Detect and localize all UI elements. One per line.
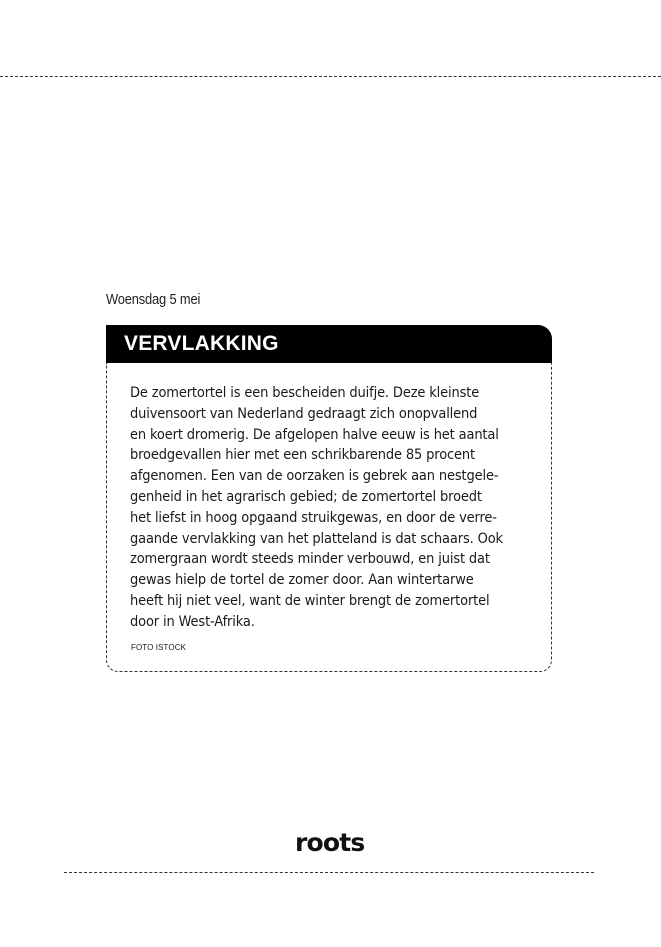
brand-logo: roots [295,828,365,857]
article-body [106,363,552,672]
article-line: het liefst in hoog opgaand struikgewas, en door de verre- [130,509,497,526]
article-line: gewas hielp de tortel de zomer door. Aan wintertarwe [130,572,474,589]
article-line: zomergraan wordt steeds minder verbouwd, en juist dat [130,551,490,568]
article-line: duivensoort van Nederland gedraagt zich onopvallend [130,405,478,422]
cut-line-top [0,76,661,77]
article-title: VERVLAKKING [124,332,279,355]
cut-line-bottom [64,872,594,873]
article-line: genheid in het agrarisch gebied; de zomertortel broedt [130,488,482,505]
article-line: door in West-Afrika. [130,613,255,630]
page-date: Woensdag 5 mei [106,291,201,308]
article-line: gaande vervlakking van het platteland is dat schaars. Ook [130,530,503,547]
article-line: en koert dromerig. De afgelopen halve eeuw is het aantal [130,426,499,443]
article-line: afgenomen. Een van de oorzaken is gebrek aan nestgele- [130,468,499,485]
photo-credit: FOTO ISTOCK [131,643,187,652]
article-line: heeft hij niet veel, want de winter brengt de zomertortel [130,592,490,609]
article-text [130,383,530,633]
article-header [106,325,552,363]
article-card [106,325,552,672]
article-line: De zomertortel is een bescheiden duifje. Deze kleinste [130,385,480,401]
article-line: broedgevallen hier met een schrikbarende 85 procent [130,447,476,464]
